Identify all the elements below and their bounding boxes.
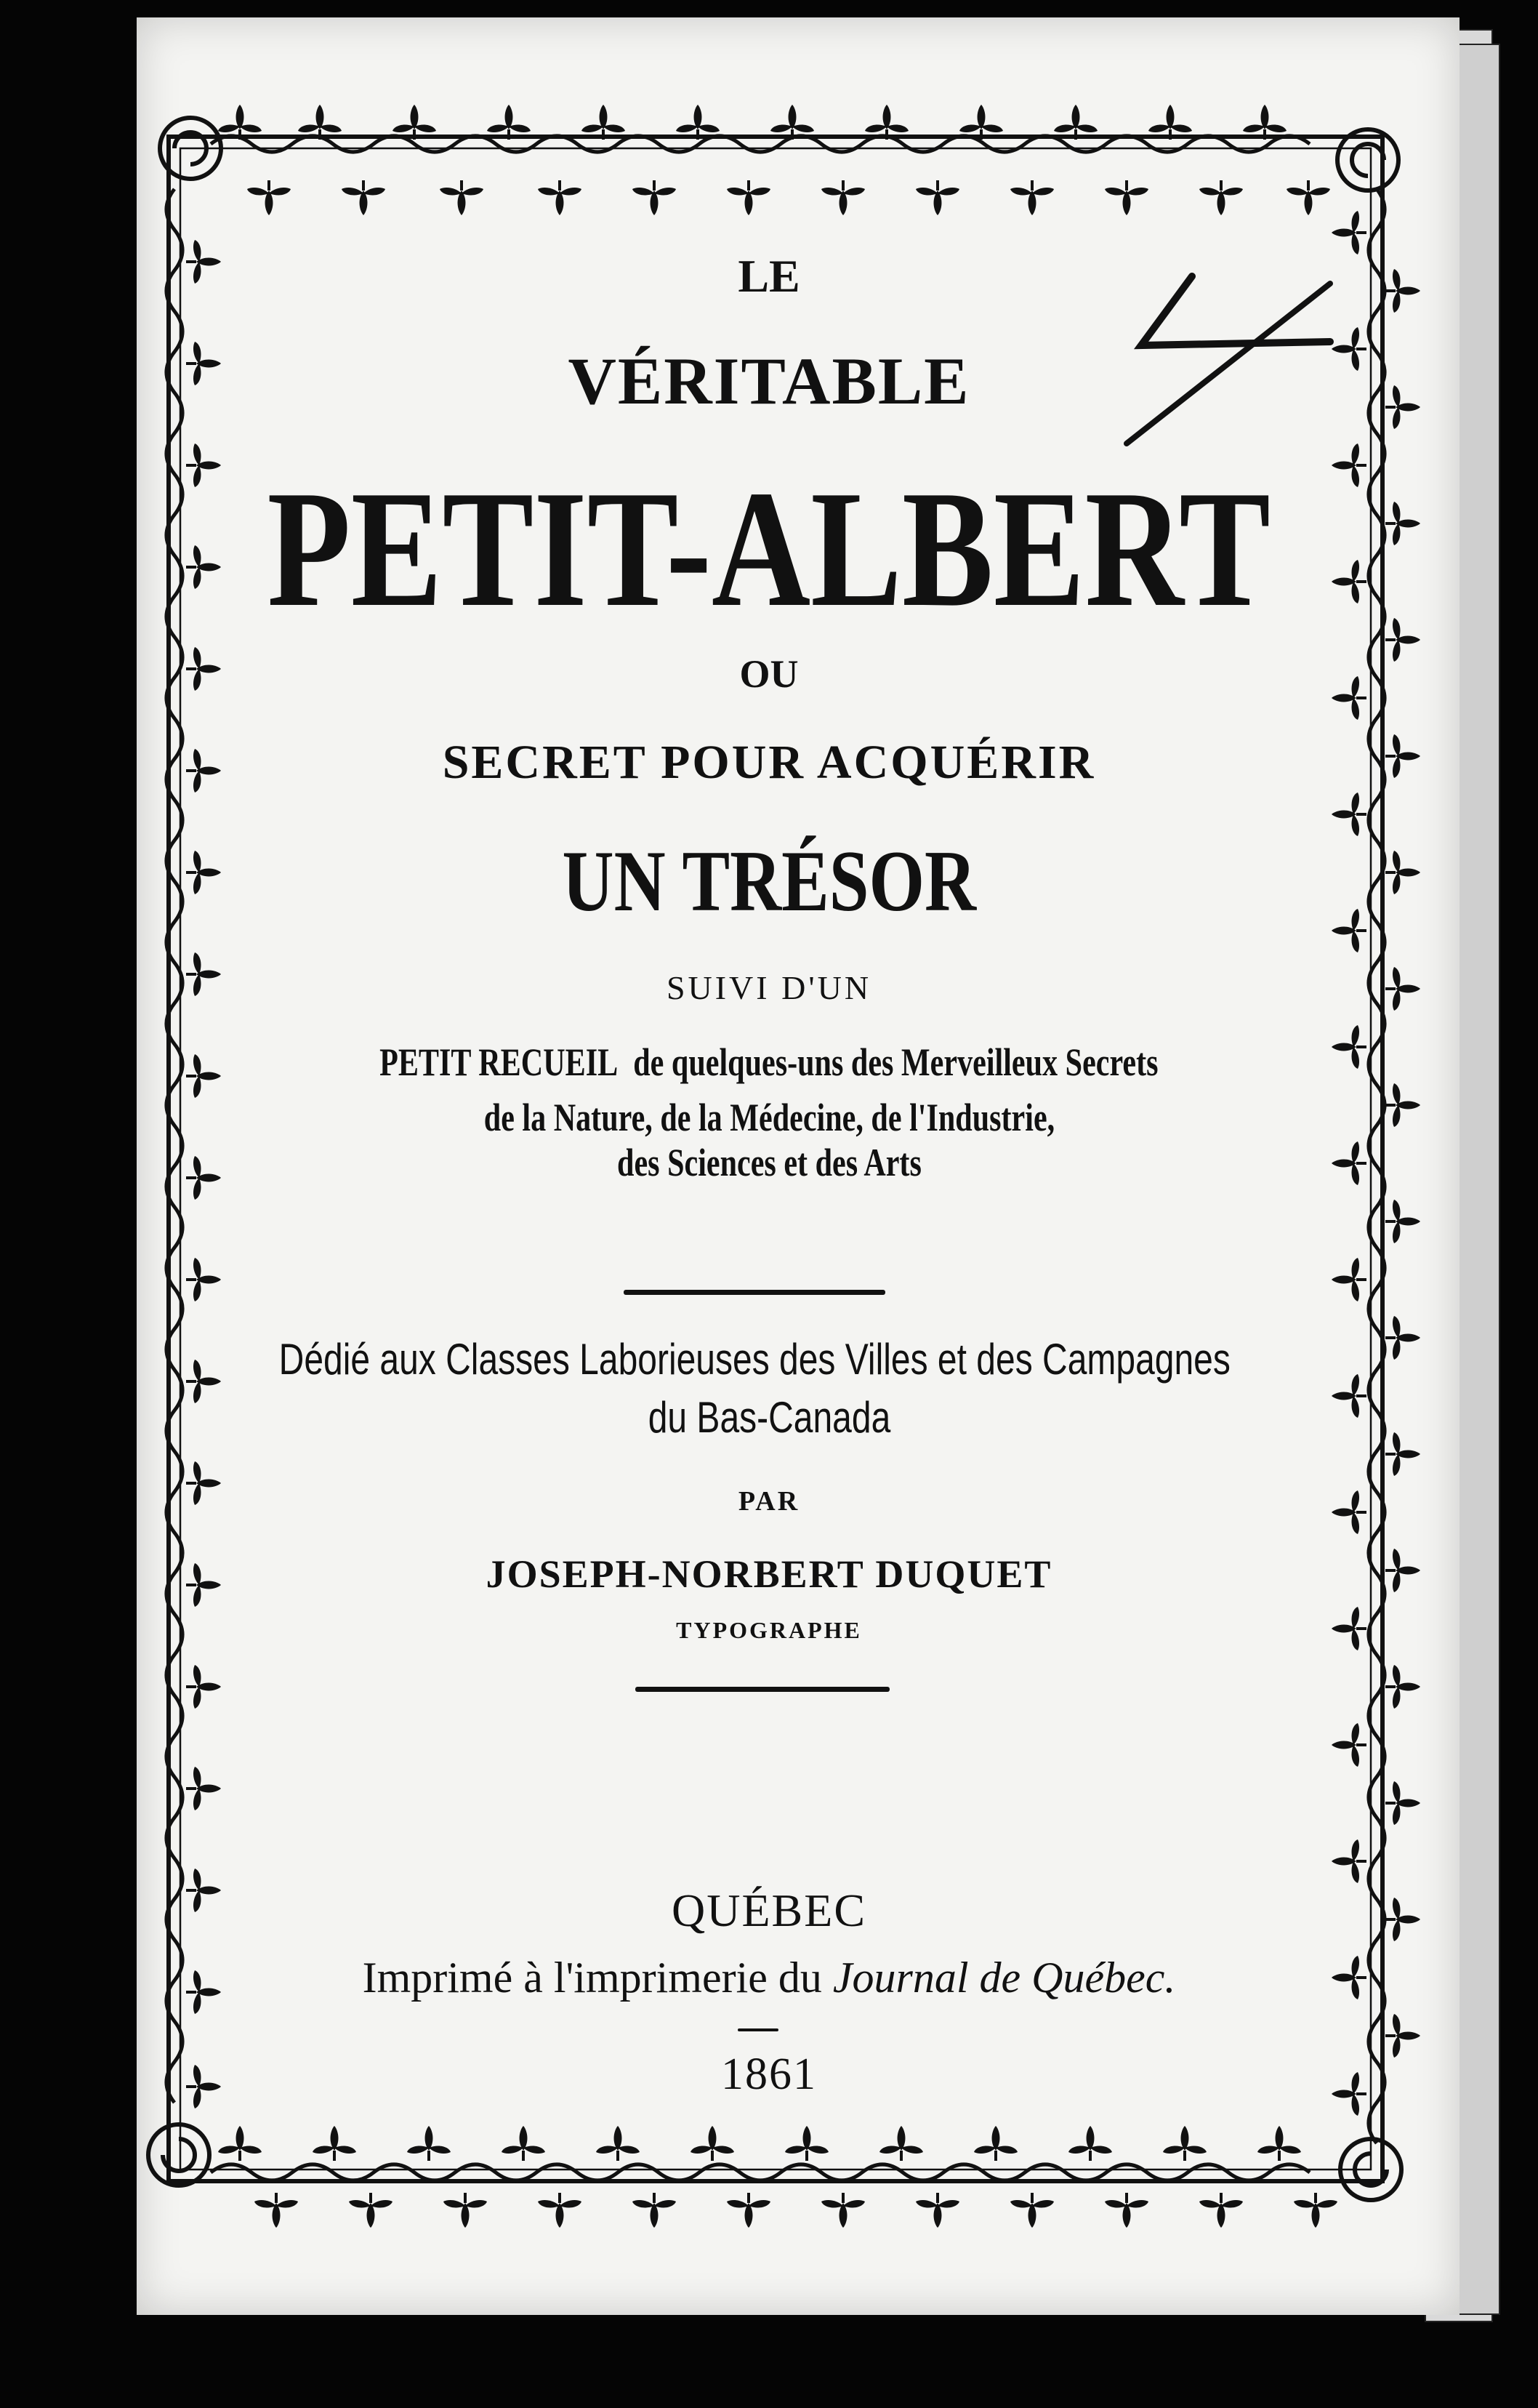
subtitle-tresor-text: UN TRÉSOR (562, 832, 976, 929)
subtitle-tresor (0, 832, 1538, 929)
par-line: PAR (738, 1486, 800, 1517)
divider-rule (635, 1687, 890, 1692)
recueil-line-1-text (379, 1040, 1159, 1084)
dedication-line-2 (0, 1393, 1538, 1442)
dedication-line-2-text: du Bas-Canada (648, 1393, 890, 1442)
suivi-line: SUIVI D'UN (666, 969, 872, 1006)
recueil-rest: de quelques-uns des Merveilleux Secrets (633, 1040, 1159, 1084)
imprint-line (0, 1954, 1538, 2002)
imprint-city: QUÉBEC (672, 1885, 866, 1936)
recueil-line-3-text: des Sciences et des Arts (616, 1141, 922, 1184)
title-le: LE (738, 250, 800, 302)
recueil-line-2-text: de la Nature, de la Médecine, de l'Industrie, (483, 1096, 1055, 1139)
dedication-line-1 (0, 1335, 1523, 1384)
recueil-line-3 (0, 1143, 1538, 1182)
author-title: TYPOGRAPHE (676, 1617, 862, 1643)
imprint-prefix: Imprimé à l'imprimerie du (362, 1954, 822, 2002)
dedication-line-1-text: Dédié aux Classes Laborieuses des Villes et des Campagnes (278, 1335, 1231, 1384)
divider-rule (624, 1290, 885, 1295)
author-name: JOSEPH-NORBERT DUQUET (486, 1552, 1052, 1596)
subtitle-secret: SECRET POUR ACQUÉRIR (442, 736, 1096, 789)
small-rule (738, 2028, 778, 2031)
title-veritable: VÉRITABLE (568, 344, 970, 418)
recueil-lead: PETIT RECUEIL (379, 1040, 619, 1084)
recueil-line-1 (0, 1040, 1538, 1084)
title-ou: OU (739, 652, 799, 696)
recueil-line-2 (0, 1098, 1538, 1137)
imprint-year: 1861 (721, 2050, 817, 2099)
main-title-text: PETIT-ALBERT (267, 456, 1271, 641)
imprint-journal: Journal de Québec. (832, 1954, 1176, 2002)
main-title (0, 456, 1538, 641)
